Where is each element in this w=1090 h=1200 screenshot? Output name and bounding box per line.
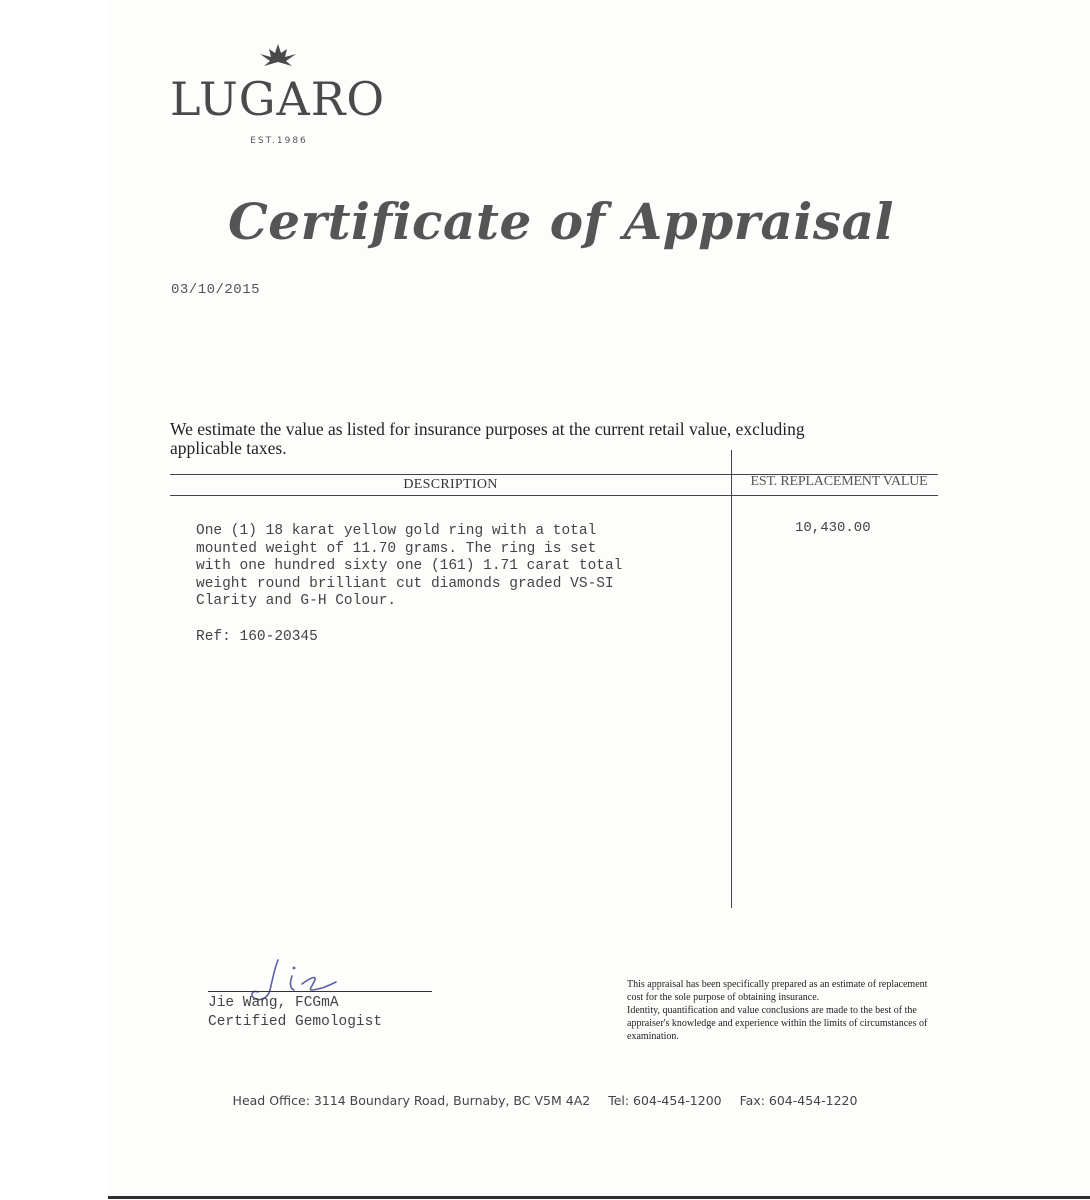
description-column-header: DESCRIPTION <box>403 477 498 492</box>
established-year: EST.1986 <box>250 136 308 146</box>
valuation-statement: We estimate the value as listed for insurance purposes at the current retail value, excluding applicable taxes. <box>170 419 805 458</box>
page-title: Certificate of Appraisal <box>228 192 894 251</box>
page-bottom-edge <box>108 1196 1090 1199</box>
item-reference: Ref: 160-20345 <box>196 629 318 645</box>
signer-title: Certified Gemologist <box>208 1014 383 1030</box>
table-column-divider <box>731 450 732 908</box>
footer-address: Head Office: 3114 Boundary Road, Burnaby, BC V5M 4A2 <box>232 1093 591 1108</box>
item-description: One (1) 18 karat yellow gold ring with a total mounted weight of 11.70 grams. The ring is set with one hundred sixty one (161) 1.71 carat total weight round brilliant cut diamonds graded VS-SI Clarity and G-H Colour. <box>196 523 623 610</box>
crown-icon <box>258 44 298 68</box>
company-logo: LUGARO <box>170 72 386 126</box>
signer-name: Jie Wang, FCGmA <box>208 995 339 1011</box>
item-replacement-value: 10,430.00 <box>795 520 871 536</box>
signature-line <box>208 991 432 992</box>
footer-contact <box>0 1093 1090 1108</box>
footer-tel: Tel: 604-454-1200 <box>608 1093 722 1108</box>
appraisal-date: 03/10/2015 <box>171 282 261 298</box>
scan-margin <box>0 0 110 1200</box>
table-header-rule <box>170 495 938 496</box>
disclaimer <box>627 978 937 1043</box>
value-column-header: EST. REPLACEMENT VALUE <box>750 474 928 489</box>
footer-fax: Fax: 604-454-1220 <box>739 1093 858 1108</box>
disclaimer-limits: Identity, quantification and value conclusions are made to the best of the appraiser's knowledge and experience within the limits of circumstances of examination. <box>627 1005 928 1042</box>
disclaimer-purpose: This appraisal has been specifically prepared as an estimate of replacement cost for the sole purpose of obtaining insurance. <box>627 979 928 1003</box>
